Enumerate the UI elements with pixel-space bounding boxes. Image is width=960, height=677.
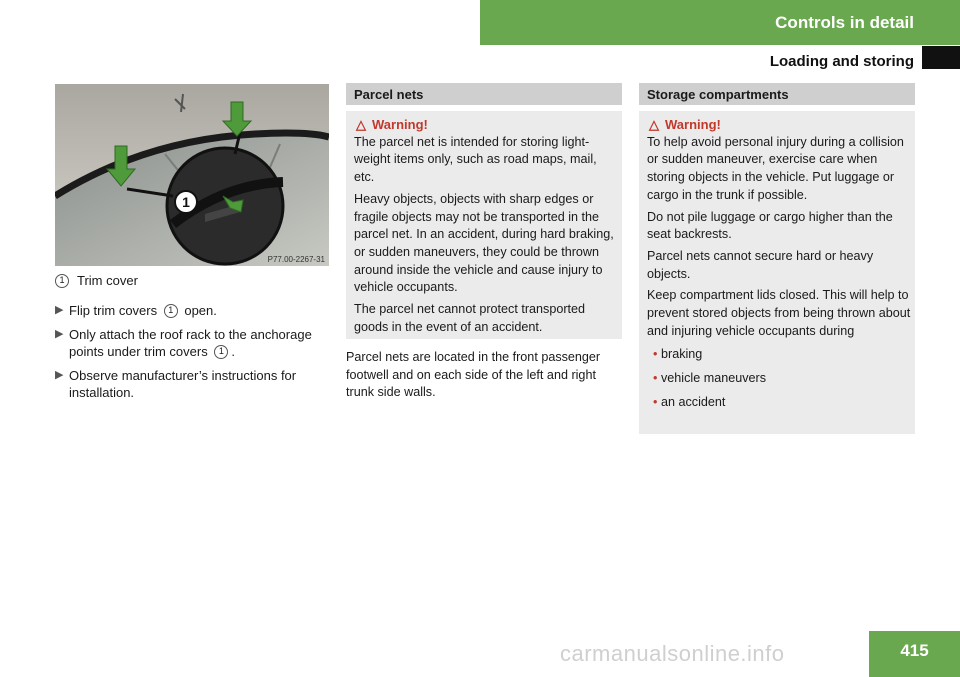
figure-caption — [55, 273, 138, 290]
section-header — [480, 0, 960, 45]
list-item: • an accident — [647, 394, 911, 412]
caption-number: 1 — [55, 274, 69, 288]
step-arrow-icon: ▶ — [55, 327, 64, 340]
instruction-step: ▶ Flip trim covers 1 open. — [55, 303, 217, 318]
parcel-nets-heading: Parcel nets — [346, 83, 622, 105]
warning-paragraph: Heavy objects, objects with sharp edges or fragile objects may not be transported in the parcel net. In an accident, during hard braking, or sudden maneuvers, they could be thrown around inside the vehicle and cause injury to vehicle occupants. — [354, 191, 614, 295]
caption-text: Trim cover — [77, 273, 138, 288]
instruction-step: ▶ Only attach the roof rack to the anchorage points under trim covers 1 . — [55, 326, 312, 360]
step-arrow-icon: ▶ — [55, 304, 64, 316]
list-item: • vehicle maneuvers — [647, 370, 911, 388]
warning-paragraph: To help avoid personal injury during a collision or sudden maneuver, exercise care when storing objects in the vehicle. Put luggage or cargo in the trunk if possible. — [647, 134, 904, 202]
warning-triangle-icon: △ — [649, 117, 659, 132]
instruction-list — [55, 302, 330, 408]
warning-paragraph: Keep compartment lids closed. This will help to prevent stored objects from being thrown about and injuring vehicle occupants during — [647, 288, 911, 338]
parcel-nets-body: Parcel nets are located in the front passenger footwell and on each side of the left and right trunk side walls. — [346, 350, 601, 400]
bullet-dot-icon: • — [653, 371, 658, 386]
subsection-title: Loading and storing — [769, 53, 914, 70]
bullet-dot-icon: • — [653, 394, 658, 409]
header-tab-marker — [922, 46, 960, 69]
warning-triangle-icon: △ — [356, 117, 366, 132]
warning-paragraph: The parcel net cannot protect transported goods in the event of an accident. — [354, 302, 586, 334]
roof-trim-photo — [55, 84, 329, 266]
bullet-dot-icon: • — [653, 347, 658, 362]
warning-paragraph: Do not pile luggage or cargo higher than the seat backrests. — [647, 209, 893, 242]
warning-title: △ Warning! — [356, 117, 428, 132]
warning-title: △ Warning! — [649, 117, 721, 132]
storage-warning — [639, 111, 915, 434]
instruction-step: ▶ Observe manufacturer’s instructions for installation. — [55, 367, 297, 401]
list-item: • braking — [647, 346, 911, 364]
section-title: Controls in detail — [775, 12, 914, 32]
step-ref-number: 1 — [164, 304, 178, 318]
watermark: carmanualsonline.info — [560, 641, 785, 666]
warning-paragraph: Parcel nets cannot secure hard or heavy objects. — [647, 248, 874, 281]
step-arrow-icon: ▶ — [55, 368, 64, 381]
storage-heading: Storage compartments — [639, 83, 915, 105]
step-ref-number: 1 — [214, 345, 228, 359]
page-number: 415 — [869, 631, 960, 677]
figure-code: P77.00-2267-31 — [267, 255, 325, 264]
warning-paragraph: The parcel net is intended for storing light-weight items only, such as road maps, mail, etc. — [354, 134, 597, 185]
parcel-nets-warning — [346, 111, 622, 339]
figure-callout: 1 — [182, 194, 190, 210]
